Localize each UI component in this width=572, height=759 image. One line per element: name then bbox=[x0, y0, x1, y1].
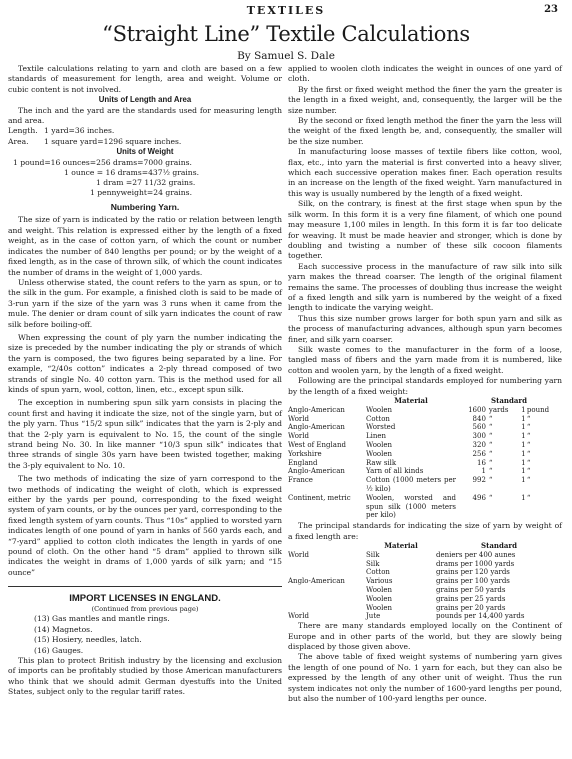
region-cell: France bbox=[288, 476, 313, 485]
table-row bbox=[288, 560, 562, 569]
standard-cell: pounds per 14,400 yards bbox=[436, 612, 525, 621]
table-row bbox=[288, 423, 562, 432]
qty-cell: 1 bbox=[521, 476, 526, 485]
standard-cell: grains per 20 yards bbox=[436, 603, 506, 612]
article-title: “Straight Line” Textile Calculations bbox=[102, 22, 470, 46]
unit-cell: “ bbox=[526, 449, 531, 458]
area-value: 1 square yard=1296 square inches. bbox=[44, 136, 182, 146]
length-standards-table bbox=[288, 397, 562, 520]
standard-cell: grains per 120 yards bbox=[436, 568, 510, 577]
unit-cell: “ bbox=[488, 458, 493, 467]
region-cell bbox=[288, 595, 366, 604]
unit-cell: “ bbox=[526, 493, 531, 502]
table-row bbox=[288, 441, 562, 450]
body-paragraph: By the first or fixed weight method the finer the yarn the greater is the length in a fixed weight, and, consequently, the larger will be the size number. bbox=[288, 84, 562, 115]
material-cell: Cotton (1000 meters per ½ kilo) bbox=[366, 476, 456, 493]
unit-cell: “ bbox=[526, 414, 531, 423]
unit-cell: “ bbox=[526, 423, 531, 432]
table-row bbox=[288, 450, 562, 459]
region-cell: World bbox=[288, 432, 309, 441]
weight-line: 1 dram =27 11/32 grains. bbox=[96, 178, 196, 188]
material-cell: Yarn of all kinds bbox=[366, 467, 424, 476]
table-row bbox=[288, 467, 562, 476]
region-cell bbox=[288, 568, 366, 577]
unit-cell: “ bbox=[488, 467, 493, 476]
qty-cell: 1 bbox=[521, 405, 526, 414]
body-paragraph: Silk waste comes to the manufacturer in the form of a loose, tangled mass of fibers and the yarn made from it is numbered, like cotton and woolen yarn, by the length of a fixed weight. bbox=[288, 344, 562, 375]
weight-heading: Units of Weight bbox=[116, 147, 174, 157]
material-cell: Woolen bbox=[366, 440, 393, 449]
qty-cell: 1 bbox=[521, 423, 526, 432]
table-header-row bbox=[288, 542, 562, 551]
standard-cell: deniers per 400 aunes bbox=[436, 550, 516, 559]
region-cell bbox=[288, 586, 366, 595]
body-paragraph: Thus this size number grows larger for both spun yarn and silk as the process of manufacturing advances, although spun yarn becomes finer, and silk yarn coarser. bbox=[288, 313, 562, 344]
area-row bbox=[8, 137, 282, 147]
qty-cell: 1 bbox=[521, 414, 526, 423]
count-cell: 256 bbox=[472, 449, 486, 458]
standard-cell: drams per 1000 yards bbox=[436, 559, 515, 568]
left-column bbox=[8, 64, 282, 698]
qty-cell: 1 bbox=[521, 493, 526, 502]
table-row bbox=[288, 612, 562, 621]
body-paragraph: There are many standards employed locally on the Continent of Europe and in other parts of the world, but they are slowly being displaced by those given above. bbox=[288, 621, 562, 651]
unit-cell: “ bbox=[488, 476, 493, 485]
region-cell: Anglo-American bbox=[288, 423, 345, 432]
table2-body bbox=[288, 551, 562, 621]
material-cell: Woolen bbox=[366, 603, 393, 612]
unit-cell: yards bbox=[488, 405, 509, 414]
count-cell: 1600 bbox=[468, 405, 486, 414]
unit-cell: “ bbox=[488, 432, 493, 441]
table-row bbox=[288, 551, 562, 560]
region-cell: Anglo-American bbox=[288, 467, 345, 476]
region-cell: England bbox=[288, 458, 318, 467]
unit-cell: pound bbox=[526, 405, 550, 414]
page-number: 23 bbox=[544, 4, 558, 15]
unit-cell: “ bbox=[526, 440, 531, 449]
material-cell: Raw silk bbox=[366, 458, 397, 467]
unit-cell: “ bbox=[488, 423, 493, 432]
standard-cell: grains per 25 yards bbox=[436, 594, 506, 603]
weight-line: 1 pennyweight=24 grains. bbox=[90, 188, 192, 198]
count-cell: 320 bbox=[472, 440, 486, 449]
length-value: 1 yard=36 inches. bbox=[44, 126, 115, 136]
right-column bbox=[288, 64, 562, 704]
list-item: (13) Gas mantles and mantle rings. bbox=[34, 614, 170, 624]
section-divider bbox=[8, 586, 282, 587]
region-cell: Yorkshire bbox=[288, 449, 322, 458]
list-item: (15) Hosiery, needles, latch. bbox=[34, 635, 142, 645]
unit-cell: “ bbox=[488, 440, 493, 449]
byline: By Samuel S. Dale bbox=[237, 50, 335, 62]
weight-line: 1 ounce = 16 drams=437½ grains. bbox=[64, 167, 200, 177]
count-cell: 840 bbox=[472, 414, 486, 423]
continued-note: (Continued from previous page) bbox=[91, 605, 199, 614]
intro-paragraph: Textile calculations relating to yarn and cloth are based on a few standards of measurement for length, area and weight. Volume or cubic content is not involved. bbox=[8, 64, 282, 94]
running-header bbox=[0, 4, 572, 20]
units-heading: Units of Length and Area bbox=[98, 95, 192, 105]
region-cell: World bbox=[288, 550, 309, 559]
qty-cell: 1 bbox=[521, 432, 526, 441]
material-cell: Various bbox=[366, 577, 393, 586]
qty-cell: 1 bbox=[521, 458, 526, 467]
count-cell: 1 bbox=[481, 467, 486, 476]
material-cell: Woolen bbox=[366, 405, 393, 414]
standard-cell: grains per 50 yards bbox=[436, 585, 506, 594]
body-paragraph: When expressing the count of ply yarn the number indicating the size is preceded by the number indicating the ply or strands of which the yarn is composed, the two figures being separated by a line. For example, “2/40s cotton” indicates a 2-ply thread composed of two strands of single No. 40 cotton yarn. This is the method used for all kinds of spun yarn, wool, cotton, linen, etc., except spun silk. bbox=[8, 332, 282, 394]
unit-cell: “ bbox=[526, 467, 531, 476]
count-cell: 992 bbox=[472, 476, 486, 485]
running-title: TEXTILES bbox=[246, 4, 326, 17]
length-row bbox=[8, 126, 282, 136]
material-cell: Silk bbox=[366, 550, 380, 559]
column-header: Material bbox=[394, 396, 428, 405]
weight-standards-table bbox=[288, 542, 562, 621]
region-cell: Continent, metric bbox=[288, 493, 351, 502]
region-cell bbox=[288, 604, 366, 613]
unit-cell: “ bbox=[488, 414, 493, 423]
material-cell: Jute bbox=[366, 612, 381, 621]
unit-cell: “ bbox=[488, 449, 493, 458]
qty-cell: 1 bbox=[521, 467, 526, 476]
material-cell: Worsted bbox=[366, 423, 396, 432]
numbering-heading: Numbering Yarn. bbox=[110, 202, 180, 213]
region-cell: Anglo-American bbox=[288, 405, 345, 414]
body-paragraph: applied to woolen cloth indicates the weight in ounces of one yard of cloth. bbox=[288, 64, 562, 84]
table-row bbox=[288, 415, 562, 424]
count-cell: 496 bbox=[472, 493, 486, 502]
count-cell: 16 bbox=[476, 458, 486, 467]
length-label: Length. bbox=[8, 126, 38, 136]
table-row bbox=[288, 604, 562, 613]
table-header-row bbox=[288, 397, 562, 406]
body-paragraph: In manufacturing loose masses of textile fibers like cotton, wool, flax, etc., into yarn the material is first converted into a heavy sliver, which each successive operation makes finer. Each operation results in an increase on the length of the fixed weight. Yarn manufactured in this way is usually numbered by the length of a fixed weight. bbox=[288, 147, 562, 198]
table-row bbox=[288, 476, 562, 494]
table-row bbox=[288, 459, 562, 468]
table-row bbox=[288, 595, 562, 604]
body-paragraph: Silk, on the contrary, is finest at the first stage when spun by the silk worm. In this form it is a very fine filament, of which one pound may measure 1,100 miles in length. In this form it is far too delicate for weaving. It must be made heavier and stronger, which is done by doubling and twisting a number of these silk cocoon filaments together. bbox=[288, 199, 562, 261]
body-paragraph: By the second or fixed length method the finer the yarn the less will the weight of the fixed length be, and, consequently, the smaller will be the size number. bbox=[288, 116, 562, 146]
material-cell: Silk bbox=[366, 559, 380, 568]
body-paragraph: The exception in numbering spun silk yarn consists in placing the count first and having it indicate the size, not of the single yarn, but of the ply yarn. Thus “15/2 spun silk” indicates that the yarn is 2-ply and that the 2-ply yarn is equivalent to No. 15, the count of the single strand being No. 30. In like manner “10/3 spun silk” indicates that three strands of single 30s yarn have been twisted together, making the 3-ply equivalent to No. 10. bbox=[8, 398, 282, 470]
region-cell: Anglo-American bbox=[288, 577, 345, 586]
unit-cell: “ bbox=[526, 458, 531, 467]
table-row bbox=[288, 432, 562, 441]
table-row bbox=[288, 406, 562, 415]
table-row bbox=[288, 577, 562, 586]
units-intro: The inch and the yard are the standards used for measuring length and area. bbox=[8, 105, 282, 126]
body-paragraph: Each successive process in the manufacture of raw silk into silk yarn makes the thread coarser. The length of the original filament remains the same. The processes of doubling thus increase the weight of a fixed length and silk yarn is numbered by the weight of a fixed length to indicate the varying weight. bbox=[288, 261, 562, 313]
body-paragraph: Unless otherwise stated, the count refers to the yarn as spun, or to the silk in the gum. For example, a finished cloth is said to be made of 3-run yarn if the size of the yarn was 3 runs when it came from the mule. The denier or dram count of silk yarn indicates the count of raw silk before boiling-off. bbox=[8, 277, 282, 329]
table-row bbox=[288, 568, 562, 577]
region-cell: World bbox=[288, 414, 309, 423]
licenses-list bbox=[8, 614, 282, 656]
qty-cell: 1 bbox=[521, 440, 526, 449]
weight-line: 1 pound=16 ounces=256 drams=7000 grains. bbox=[13, 157, 192, 167]
table2-intro: The principal standards for indicating the size of yarn by weight of a fixed length are: bbox=[288, 521, 562, 541]
body-paragraph: The two methods of indicating the size of yarn correspond to the two methods of indicating the weight of cloth, which is expressed either by the yards per pound, corresponding to the fixed weight system of yarn counts, or by the ounces per yard, corresponding to the fixed length system of yarn counts. Thus “10s” applied to worsted yarn indicates length of one pound of yarn in hanks of 560 yards each, and “7-yard” applied to cotton cloth indicates the length in yards of one pound of cloth. On the other hand “5 dram” applied to thrown silk indicates the weight in drams of 1,000 yards of silk yarn; and “15 ounce” bbox=[8, 474, 282, 577]
standard-cell: grains per 100 yards bbox=[436, 577, 510, 586]
table1-body bbox=[288, 406, 562, 520]
body-paragraph: The size of yarn is indicated by the ratio or relation between length and weight. This relation is expressed either by the length of a fixed weight, as in the case of cotton yarn, of which the count or number indicates the number of 840 lengths per pound; or by the weight of a fixed length, as in the case of thrown silk, of which the count indicates the number of drams in the weight of 1,000 yards. bbox=[8, 215, 282, 277]
material-cell: Linen bbox=[366, 432, 387, 441]
area-label: Area. bbox=[8, 136, 29, 146]
unit-cell: “ bbox=[488, 493, 493, 502]
material-cell: Woolen bbox=[366, 449, 393, 458]
material-cell: Cotton bbox=[366, 414, 390, 423]
table-row bbox=[288, 586, 562, 595]
region-cell: World bbox=[288, 612, 309, 621]
table-row bbox=[288, 494, 562, 520]
licenses-paragraph: This plan to protect British industry by the licensing and exclusion of imports can be profitably studied by those American manufacturers who think that we should admit German dyestuffs into the United States, subject only to the regular tariff rates. bbox=[8, 655, 282, 697]
count-cell: 300 bbox=[472, 432, 486, 441]
licenses-heading: IMPORT LICENSES IN ENGLAND. bbox=[69, 593, 221, 605]
count-cell: 560 bbox=[472, 423, 486, 432]
body-paragraph: The above table of fixed weight systems of numbering yarn gives the length of one pound of No. 1 yarn for each, but they can also be expressed by the length of any other unit of weight. Thus the run system indicates not only the number of 1600-yard lengths per pound, but also the number of 100-yard lengths per ounce. bbox=[288, 652, 562, 703]
unit-cell: “ bbox=[526, 432, 531, 441]
list-item: (16) Gauges. bbox=[34, 645, 84, 655]
list-item: (14) Magnetos. bbox=[34, 624, 93, 634]
body-paragraph: Following are the principal standards employed for numbering yarn by the length of a fixed weight: bbox=[288, 376, 562, 396]
material-cell: Woolen, worsted and spun silk (1000 meters per kilo) bbox=[366, 493, 456, 520]
weight-list bbox=[8, 158, 282, 199]
region-cell bbox=[288, 560, 366, 569]
column-header: Material bbox=[384, 540, 418, 550]
column-header: Standard bbox=[491, 396, 527, 405]
column-header: Standard bbox=[481, 540, 517, 550]
material-cell: Woolen bbox=[366, 585, 393, 594]
unit-cell: “ bbox=[526, 476, 531, 485]
region-cell: West of England bbox=[288, 440, 346, 449]
material-cell: Cotton bbox=[366, 568, 390, 577]
qty-cell: 1 bbox=[521, 449, 526, 458]
material-cell: Woolen bbox=[366, 594, 393, 603]
